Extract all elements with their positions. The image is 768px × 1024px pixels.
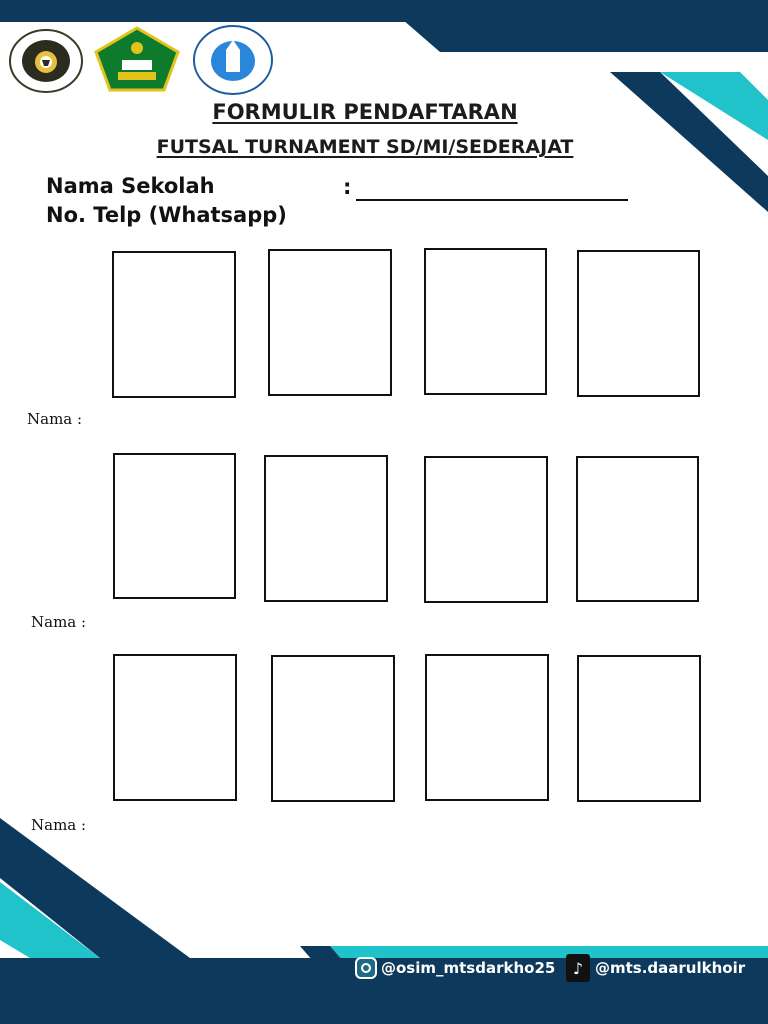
photo-box[interactable]: [271, 655, 395, 802]
phone-label: No. Telp (Whatsapp): [46, 203, 287, 227]
tiktok-handle-text: @mts.daarulkhoir: [595, 959, 746, 977]
photo-box[interactable]: [264, 455, 388, 602]
yayasan-logo: [192, 24, 274, 96]
photo-box[interactable]: [424, 456, 548, 603]
form-title: FORMULIR PENDAFTARAN: [212, 100, 518, 124]
player-name-label: Nama :: [31, 613, 87, 631]
school-name-field[interactable]: [356, 199, 628, 201]
player-name-label: Nama :: [27, 410, 83, 428]
instagram-handle[interactable]: [355, 948, 555, 988]
photo-box[interactable]: [112, 251, 236, 398]
vishaka-fc-logo: [8, 28, 84, 94]
school-name-label: Nama Sekolah: [46, 174, 215, 198]
instagram-icon: [355, 957, 377, 979]
photo-box[interactable]: [113, 453, 236, 599]
photo-box[interactable]: [425, 654, 549, 801]
photo-box[interactable]: [113, 654, 237, 801]
school-name-colon: :: [343, 175, 352, 199]
player-name-label: Nama :: [31, 816, 87, 834]
instagram-handle-text: @osim_mtsdarkho25: [381, 959, 556, 977]
photo-box[interactable]: [577, 250, 700, 397]
kemenag-logo: [94, 26, 180, 92]
tiktok-icon: ♪: [566, 954, 590, 982]
form-subtitle: FUTSAL TURNAMENT SD/MI/SEDERAJAT: [156, 136, 574, 158]
photo-box[interactable]: [424, 248, 547, 395]
photo-box[interactable]: [268, 249, 392, 396]
tiktok-handle[interactable]: [566, 948, 745, 988]
photo-box[interactable]: [577, 655, 701, 802]
photo-box[interactable]: [576, 456, 699, 602]
